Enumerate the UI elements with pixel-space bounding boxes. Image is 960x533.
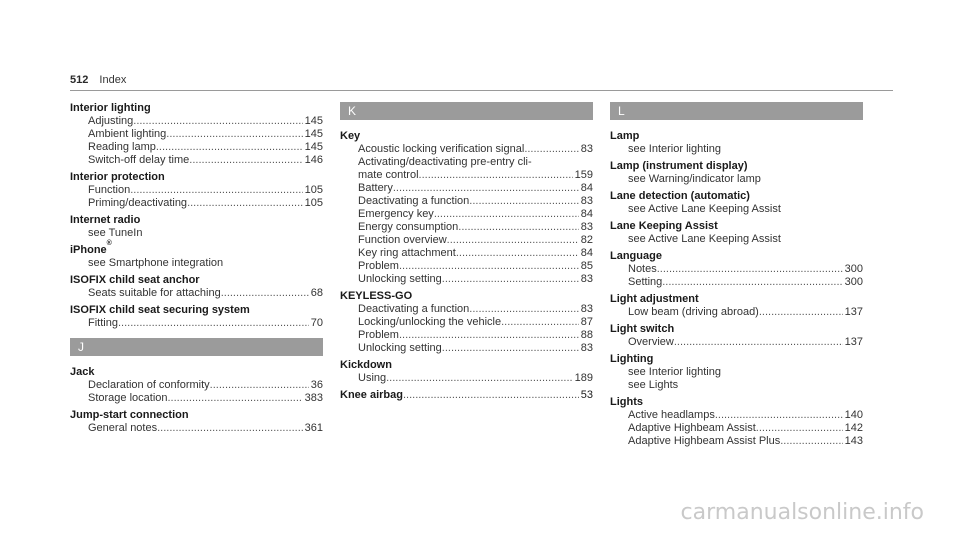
page-ref: 83 xyxy=(580,143,593,155)
subentry-text: Low beam (driving abroad) xyxy=(628,306,759,318)
index-entry xyxy=(70,240,323,270)
subentry-text: Deactivating a function xyxy=(358,195,470,207)
entry-title xyxy=(340,389,593,402)
subentry-text: see Interior lighting xyxy=(628,366,721,378)
entry-title xyxy=(70,409,323,422)
entry-title-text: Language xyxy=(610,250,662,262)
entry-title-text: Interior protection xyxy=(70,171,165,183)
subentry-text: see Active Lane Keeping Assist xyxy=(628,233,781,245)
subentry xyxy=(70,197,323,210)
subentry xyxy=(340,156,593,169)
subentry xyxy=(70,115,323,128)
subentry xyxy=(610,409,863,422)
entry-title xyxy=(340,359,593,372)
page-ref: 53 xyxy=(580,389,593,401)
entry-title xyxy=(70,304,323,317)
dot-leader xyxy=(189,154,302,167)
subentry xyxy=(610,173,863,186)
subentry xyxy=(70,154,323,167)
subentry xyxy=(340,208,593,221)
dot-leader xyxy=(133,115,302,128)
subentry-text: Activating/deactivating pre-entry cli- xyxy=(358,156,532,168)
subentry-text: Seats suitable for attaching xyxy=(88,287,221,299)
entry-title-text: Lights xyxy=(610,396,643,408)
entry-title xyxy=(610,130,863,143)
entry-title-text: Jump-start connection xyxy=(70,409,189,421)
subentry xyxy=(70,379,323,392)
subentry-text: see Smartphone integration xyxy=(88,257,224,269)
dot-leader xyxy=(662,276,842,289)
page-ref: 83 xyxy=(580,273,593,285)
dot-leader xyxy=(780,435,842,448)
subentry xyxy=(340,221,593,234)
page-title: Index xyxy=(99,74,127,86)
dot-leader xyxy=(419,169,573,182)
dot-leader xyxy=(386,372,573,385)
page-ref: 88 xyxy=(580,329,593,341)
index-column-1 xyxy=(70,102,323,439)
entry-title-text: Lane detection (automatic) xyxy=(610,190,750,202)
entry-title-text: Interior lighting xyxy=(70,102,151,114)
index-entry xyxy=(70,274,323,300)
index-entry xyxy=(340,290,593,355)
subentry-text: Declaration of conformity xyxy=(88,379,210,391)
index-entry xyxy=(340,359,593,385)
page-ref: 361 xyxy=(304,422,323,434)
header-rule xyxy=(70,90,893,91)
subentry-text: Adjusting xyxy=(88,115,134,127)
entry-title-text: Lane Keeping Assist xyxy=(610,220,718,232)
subentry-text: Battery xyxy=(358,182,393,194)
page-ref: 145 xyxy=(304,141,323,153)
entry-title-text: Lamp (instrument display) xyxy=(610,160,748,172)
entry-title-text: Internet radio xyxy=(70,214,141,226)
subentry-text: mate control xyxy=(358,169,419,181)
entry-title-text: ISOFIX child seat anchor xyxy=(70,274,200,286)
entry-title xyxy=(610,160,863,173)
section-letter: K xyxy=(340,102,593,120)
dot-leader xyxy=(157,422,303,435)
subentry xyxy=(340,195,593,208)
index-entry xyxy=(610,130,863,156)
subentry-text: see Warning/indicator lamp xyxy=(628,173,761,185)
entry-title-text: Lamp xyxy=(610,130,640,142)
dot-leader xyxy=(156,141,303,154)
index-entry xyxy=(70,366,323,405)
page-number: 512 xyxy=(70,74,89,86)
subentry xyxy=(340,143,593,156)
dot-leader xyxy=(501,316,579,329)
index-entry xyxy=(610,160,863,186)
page-ref: 143 xyxy=(844,435,863,447)
subentry xyxy=(610,263,863,276)
subentry-text: Function overview xyxy=(358,234,447,246)
page-ref: 137 xyxy=(844,306,863,318)
entry-title xyxy=(70,274,323,287)
subentry xyxy=(70,184,323,197)
subentry-text: Unlocking setting xyxy=(358,273,442,285)
subentry-text: Priming/deactivating xyxy=(88,197,188,209)
dot-leader xyxy=(434,208,579,221)
subentry xyxy=(70,317,323,330)
index-entry xyxy=(610,293,863,319)
entry-title xyxy=(70,171,323,184)
index-entry xyxy=(610,323,863,349)
entry-title xyxy=(70,214,323,227)
entry-title xyxy=(610,250,863,263)
subentry-text: Function xyxy=(88,184,131,196)
subentry xyxy=(70,287,323,300)
subentry-text: Problem xyxy=(358,260,399,272)
subentry-text: Problem xyxy=(358,329,399,341)
page-ref: 82 xyxy=(580,234,593,246)
subentry-text: Locking/unlocking the vehicle xyxy=(358,316,502,328)
page-ref: 36 xyxy=(310,379,323,391)
subentry-text: Unlocking setting xyxy=(358,342,442,354)
dot-leader xyxy=(657,263,843,276)
index-entry xyxy=(340,389,593,402)
page-ref: 383 xyxy=(304,392,323,404)
dot-leader xyxy=(759,306,843,319)
entry-title-text: ISOFIX child seat securing system xyxy=(70,304,250,316)
subentry-text: Active headlamps xyxy=(628,409,715,421)
subentry xyxy=(340,316,593,329)
subentry xyxy=(70,227,323,240)
dot-leader xyxy=(715,409,843,422)
registered-mark: ® xyxy=(106,240,112,247)
subentry-text: see Interior lighting xyxy=(628,143,721,155)
index-entry xyxy=(340,130,593,286)
subentry-text: Setting xyxy=(628,276,663,288)
subentry xyxy=(70,141,323,154)
page-ref: 84 xyxy=(580,247,593,259)
section-letter: L xyxy=(610,102,863,120)
subentry xyxy=(610,435,863,448)
page-ref: 189 xyxy=(574,372,593,384)
subentry xyxy=(610,143,863,156)
dot-leader xyxy=(756,422,843,435)
dot-leader xyxy=(469,303,578,316)
entry-title xyxy=(610,220,863,233)
subentry xyxy=(610,422,863,435)
entry-title xyxy=(340,290,593,303)
page-ref: 105 xyxy=(304,197,323,209)
page-ref: 83 xyxy=(580,221,593,233)
subentry xyxy=(340,247,593,260)
dot-leader xyxy=(674,336,843,349)
dot-leader xyxy=(393,182,579,195)
subentry-text: Using xyxy=(358,372,387,384)
dot-leader xyxy=(469,195,578,208)
subentry-text: Storage location xyxy=(88,392,168,404)
subentry xyxy=(70,422,323,435)
dot-leader xyxy=(166,128,302,141)
page-ref: 142 xyxy=(844,422,863,434)
entry-title xyxy=(610,293,863,306)
entry-title-text: Light switch xyxy=(610,323,675,335)
entry-title-text: Kickdown xyxy=(340,359,392,371)
subentry-text: Adaptive Highbeam Assist xyxy=(628,422,756,434)
subentry-text: Key ring attachment xyxy=(358,247,456,259)
subentry xyxy=(610,379,863,392)
subentry-text: Notes xyxy=(628,263,657,275)
entry-title xyxy=(70,366,323,379)
subentry xyxy=(610,366,863,379)
subentry-text: Emergency key xyxy=(358,208,434,220)
dot-leader xyxy=(118,317,309,330)
entry-title xyxy=(70,240,323,257)
entry-title xyxy=(610,396,863,409)
index-entry xyxy=(70,102,323,167)
subentry xyxy=(340,182,593,195)
page-header xyxy=(70,74,126,90)
index-entry xyxy=(610,220,863,246)
subentry-text: Reading lamp xyxy=(88,141,156,153)
page-ref: 140 xyxy=(844,409,863,421)
subentry xyxy=(70,257,323,270)
entry-title-text: Key xyxy=(340,130,361,142)
subentry-text: see TuneIn xyxy=(88,227,143,239)
page-ref: 159 xyxy=(574,169,593,181)
subentry-text: Switch-off delay time xyxy=(88,154,190,166)
subentry-text: Deactivating a function xyxy=(358,303,470,315)
dot-leader xyxy=(221,287,309,300)
page-ref: 87 xyxy=(580,316,593,328)
subentry xyxy=(340,329,593,342)
dot-leader xyxy=(130,184,302,197)
index-entry xyxy=(610,190,863,216)
subentry xyxy=(610,276,863,289)
page-ref: 68 xyxy=(310,287,323,299)
page-ref: 85 xyxy=(580,260,593,272)
page-ref: 146 xyxy=(304,154,323,166)
subentry-text: Overview xyxy=(628,336,674,348)
watermark-text: carmanualsonline.info xyxy=(680,500,924,525)
entry-title xyxy=(340,130,593,143)
index-column-2 xyxy=(340,102,593,406)
subentry xyxy=(340,234,593,247)
dot-leader xyxy=(442,273,579,286)
entry-title xyxy=(70,102,323,115)
page-ref: 300 xyxy=(844,263,863,275)
subentry-text: Ambient lighting xyxy=(88,128,167,140)
dot-leader xyxy=(168,392,303,405)
dot-leader xyxy=(447,234,579,247)
page-ref: 137 xyxy=(844,336,863,348)
dot-leader xyxy=(399,260,579,273)
entry-title-text: Light adjustment xyxy=(610,293,699,305)
subentry-text: Adaptive Highbeam Assist Plus xyxy=(628,435,781,447)
subentry xyxy=(70,128,323,141)
subentry-text: Energy consumption xyxy=(358,221,459,233)
subentry xyxy=(610,233,863,246)
entry-title-text: iPhone xyxy=(70,244,107,256)
subentry xyxy=(340,273,593,286)
page-ref: 84 xyxy=(580,182,593,194)
dot-leader xyxy=(524,143,578,156)
dot-leader xyxy=(187,197,303,210)
subentry xyxy=(70,392,323,405)
page-ref: 83 xyxy=(580,303,593,315)
index-entry xyxy=(610,250,863,289)
subentry xyxy=(340,372,593,385)
dot-leader xyxy=(442,342,579,355)
dot-leader xyxy=(403,389,579,402)
page-ref: 83 xyxy=(580,195,593,207)
index-entry xyxy=(610,396,863,448)
dot-leader xyxy=(456,247,579,260)
entry-title-text: KEYLESS-GO xyxy=(340,290,413,302)
page-ref: 105 xyxy=(304,184,323,196)
page-ref: 145 xyxy=(304,115,323,127)
page-ref: 70 xyxy=(310,317,323,329)
index-entry xyxy=(70,409,323,435)
entry-title xyxy=(610,190,863,203)
page-ref: 145 xyxy=(304,128,323,140)
subentry xyxy=(340,260,593,273)
subentry xyxy=(610,203,863,216)
subentry-text: Fitting xyxy=(88,317,118,329)
entry-title-text: Knee airbag xyxy=(340,389,403,401)
page-ref: 84 xyxy=(580,208,593,220)
section-letter: J xyxy=(70,338,323,356)
page-ref: 83 xyxy=(580,342,593,354)
subentry-text: General notes xyxy=(88,422,158,434)
subentry xyxy=(340,303,593,316)
subentry xyxy=(340,169,593,182)
index-entry xyxy=(70,214,323,240)
index-entry xyxy=(610,353,863,392)
dot-leader xyxy=(210,379,309,392)
entry-title-text: Lighting xyxy=(610,353,654,365)
subentry xyxy=(610,336,863,349)
dot-leader xyxy=(399,329,579,342)
entry-title xyxy=(610,353,863,366)
index-column-3 xyxy=(610,102,863,452)
subentry-text: see Active Lane Keeping Assist xyxy=(628,203,781,215)
index-entry xyxy=(70,304,323,330)
entry-title-text: Jack xyxy=(70,366,95,378)
entry-title xyxy=(610,323,863,336)
subentry-text: Acoustic locking verification signal xyxy=(358,143,525,155)
subentry xyxy=(610,306,863,319)
dot-leader xyxy=(458,221,578,234)
subentry xyxy=(340,342,593,355)
subentry-text: see Lights xyxy=(628,379,679,391)
index-entry xyxy=(70,171,323,210)
page-ref: 300 xyxy=(844,276,863,288)
